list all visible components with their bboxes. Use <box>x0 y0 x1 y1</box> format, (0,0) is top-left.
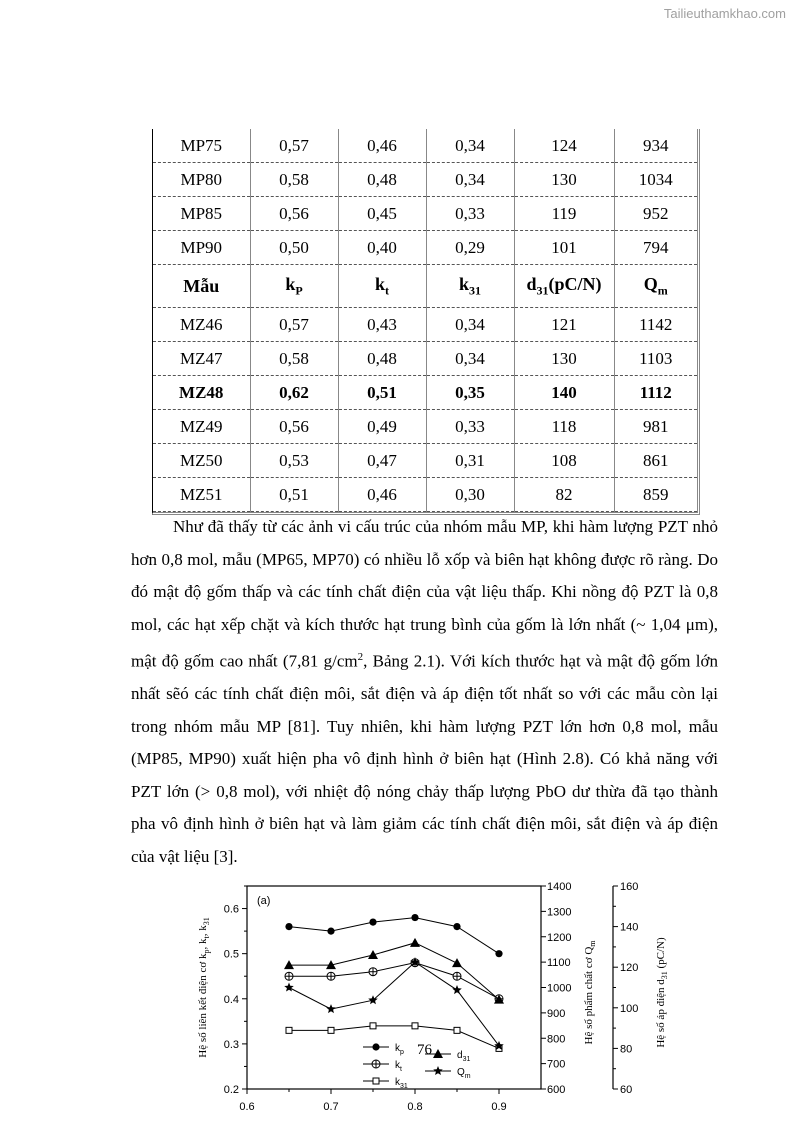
x-tick-label: 0.8 <box>407 1101 423 1113</box>
data-point-kp <box>327 928 334 935</box>
table-cell: 0,34 <box>426 163 514 197</box>
axis-title-part: , k <box>197 925 209 937</box>
data-point-k31 <box>370 1023 376 1029</box>
header-kt: $k_t$ <box>338 265 426 308</box>
right1-tick-label: 1400 <box>547 881 572 893</box>
axis-title-sub: 31 <box>202 917 211 926</box>
table-cell: 0,48 <box>338 342 426 376</box>
legend-label <box>457 1067 471 1080</box>
right2-tick-label: 60 <box>620 1084 633 1096</box>
legend-label <box>395 1077 408 1090</box>
figure-chart <box>190 876 690 1120</box>
table-cell: 0,58 <box>250 342 338 376</box>
table-cell: 124 <box>514 129 614 163</box>
right2-tick-label: 120 <box>620 962 639 975</box>
right1-tick-label: 700 <box>547 1058 566 1071</box>
table-cell: 0,57 <box>250 308 338 342</box>
data-point-Qm <box>326 1004 336 1013</box>
table-cell: MP90 <box>153 231 250 265</box>
table-cell: 0,33 <box>426 197 514 231</box>
axis-title-part: , k <box>197 938 209 950</box>
right1-tick-label: 1300 <box>547 906 572 919</box>
table-cell: 0,35 <box>426 376 514 410</box>
table-cell: 0,49 <box>338 410 426 444</box>
page-number: 76 <box>417 1042 432 1058</box>
left-tick-label: 0.2 <box>223 1084 239 1096</box>
data-point-k31 <box>328 1027 334 1033</box>
axis-title-part: Hệ số liên kết điện cơ k <box>197 953 209 1058</box>
legend-marker <box>433 1066 443 1075</box>
table-cell: MZ50 <box>153 444 250 478</box>
right1-tick-label: 600 <box>547 1084 566 1096</box>
table-row <box>153 478 697 512</box>
table-cell: 0,48 <box>338 163 426 197</box>
legend-label <box>457 1050 470 1063</box>
table-cell: 981 <box>614 410 697 444</box>
data-point-k31 <box>286 1027 292 1033</box>
table-cell: 0,34 <box>426 342 514 376</box>
x-tick-label: 0.7 <box>323 1101 339 1113</box>
table-cell: 130 <box>514 342 614 376</box>
table-cell: 0,51 <box>338 376 426 410</box>
left-tick-label: 0.3 <box>223 1038 239 1051</box>
table-cell: MP75 <box>153 129 250 163</box>
axis-title-sub: t <box>202 936 211 939</box>
x-tick-label: 0.9 <box>491 1101 507 1113</box>
table-cell: 1034 <box>614 163 697 197</box>
table-cell: 0,56 <box>250 197 338 231</box>
legend-sub: m <box>464 1073 471 1080</box>
series-line-Qm <box>289 962 499 1046</box>
table-row <box>153 197 697 231</box>
data-point-d31 <box>284 960 294 969</box>
table-cell: 0,51 <box>250 478 338 512</box>
table-cell: 0,58 <box>250 163 338 197</box>
data-point-d31 <box>410 938 420 947</box>
right1-tick-label: 900 <box>547 1007 566 1020</box>
legend-sub: p <box>400 1049 404 1056</box>
table-cell: 118 <box>514 410 614 444</box>
series-line-k31 <box>289 1026 499 1049</box>
table-row <box>153 444 697 478</box>
table-cell: 0,40 <box>338 231 426 265</box>
table-cell: 861 <box>614 444 697 478</box>
watermark: Tailieuthamkhao.com <box>663 6 786 21</box>
table-cell: 0,33 <box>426 410 514 444</box>
data-point-d31 <box>452 958 462 967</box>
table-cell: MZ51 <box>153 478 250 512</box>
right1-tick-label: 1000 <box>547 982 572 995</box>
legend-sub: t <box>400 1066 402 1073</box>
table-row <box>153 410 697 444</box>
table-cell: 0,30 <box>426 478 514 512</box>
legend-text: k <box>395 1077 400 1088</box>
table-cell: 0,47 <box>338 444 426 478</box>
left-tick-label: 0.6 <box>223 903 239 916</box>
legend-marker <box>373 1078 379 1084</box>
legend-text: d <box>457 1050 463 1061</box>
header-sample: Mẫu <box>153 265 250 308</box>
left-tick-label: 0.4 <box>223 993 239 1006</box>
series-line-kp <box>289 918 499 954</box>
table-cell: 0,29 <box>426 231 514 265</box>
table-cell: 0,62 <box>250 376 338 410</box>
table-cell: 0,43 <box>338 308 426 342</box>
right2-tick-label: 100 <box>620 1002 639 1015</box>
table-cell: 0,50 <box>250 231 338 265</box>
table-row <box>153 342 697 376</box>
table-cell: 0,45 <box>338 197 426 231</box>
table-cell: MZ48 <box>153 376 250 410</box>
table-row <box>153 376 697 410</box>
right2-tick-label: 140 <box>620 921 639 934</box>
header-d31: $d_{31}(pC/N)$ <box>514 265 614 308</box>
axis-title-sub: m <box>588 940 597 947</box>
header-k31: $k_{31}$ <box>426 265 514 308</box>
table-cell: 0,56 <box>250 410 338 444</box>
legend-label <box>395 1043 404 1056</box>
table-row <box>153 129 697 163</box>
table-cell: MZ47 <box>153 342 250 376</box>
table-cell: 101 <box>514 231 614 265</box>
table-cell: 82 <box>514 478 614 512</box>
right2-tick-label: 160 <box>620 881 639 893</box>
right2-tick-label: 80 <box>620 1043 633 1056</box>
data-point-kp <box>411 914 418 921</box>
table-cell: 0,46 <box>338 478 426 512</box>
header-qm: $Q_m$ <box>614 265 697 308</box>
data-point-Qm <box>284 983 294 992</box>
table-row <box>153 308 697 342</box>
legend-text: k <box>395 1060 400 1071</box>
table-cell: 794 <box>614 231 697 265</box>
legend-marker <box>372 1043 379 1050</box>
right1-axis-title <box>583 940 597 1045</box>
table-cell: 0,46 <box>338 129 426 163</box>
table-cell: MP80 <box>153 163 250 197</box>
table-cell: 934 <box>614 129 697 163</box>
results-table <box>152 129 700 515</box>
table-cell: 859 <box>614 478 697 512</box>
table-row <box>153 163 697 197</box>
table-cell: MP85 <box>153 197 250 231</box>
right1-tick-label: 800 <box>547 1033 566 1046</box>
header-kp: $k_P$ <box>250 265 338 308</box>
table-cell: 119 <box>514 197 614 231</box>
body-paragraph: Như đã thấy từ các ảnh vi cấu trúc của nhóm mẫu MP, khi hàm lượng PZT nhỏ hơn 0,8 mol, mẫu (MP65, MP70) có nhiều lỗ xốp và biên hạt không được rõ ràng. Do đó mật độ gốm thấp và các tính chất điện của vật liệu thấp. Khi nồng độ PZT là 0,8 mol, các hạt xếp chặt và kích thước hạt trung bình của gốm là lớn nhất (~ 1,04 μm), mật độ gốm cao nhất (7,81 $g/cm^2$, Bảng 2.1). Với kích thước hạt và mật độ gốm lớn nhất sẽó các tính chất điện môi, sắt điện và áp điện tốt nhất so với các mẫu còn lại trong nhóm mẫu MP [81]. Tuy nhiên, khi hàm lượng PZT lớn hơn 0,8 mol, mẫu (MP85, MP90) xuất hiện pha vô định hình ở biên hạt (Hình 2.8). Có khả năng với PZT lớn (> 0,8 mol), với nhiệt độ nóng chảy thấp lượng PbO dư thừa đã tạo thành pha vô định hình ở biên hạt và làm giảm các tính chất điện môi, sắt điện và áp điện của vật liệu [3]. <box>131 517 718 866</box>
data-point-k31 <box>412 1023 418 1029</box>
data-point-kp <box>369 918 376 925</box>
right1-tick-label: 1200 <box>547 931 572 944</box>
axis-title-part: (pC/N) <box>655 937 667 972</box>
data-point-kp <box>285 923 292 930</box>
right1-tick-label: 1100 <box>547 957 571 970</box>
table-cell: 140 <box>514 376 614 410</box>
table-cell: 121 <box>514 308 614 342</box>
data-point-Qm <box>452 985 462 994</box>
legend-sub: 31 <box>400 1083 408 1090</box>
left-axis-title <box>197 917 211 1057</box>
table-cell: 1142 <box>614 308 697 342</box>
series-line-d31 <box>289 943 499 1000</box>
axis-title-part: Hệ số áp điện d <box>655 979 667 1048</box>
legend-label <box>395 1060 402 1073</box>
table-cell: 0,57 <box>250 129 338 163</box>
axis-title-part: Hệ số phẩm chất cơ Q <box>583 946 595 1045</box>
table-cell: 0,34 <box>426 308 514 342</box>
table-cell: 0,31 <box>426 444 514 478</box>
table-cell: MZ49 <box>153 410 250 444</box>
left-tick-label: 0.5 <box>223 948 239 961</box>
data-point-kp <box>495 950 502 957</box>
data-point-k31 <box>454 1027 460 1033</box>
table-cell: 0,53 <box>250 444 338 478</box>
table-cell: 952 <box>614 197 697 231</box>
table-cell: 1103 <box>614 342 697 376</box>
axis-title-sub: p <box>202 949 211 954</box>
table-cell: MZ46 <box>153 308 250 342</box>
data-point-kp <box>453 923 460 930</box>
legend-text: k <box>395 1043 400 1054</box>
axis-title-sub: 31 <box>660 971 669 980</box>
panel-label: (a) <box>257 895 271 907</box>
legend-sub: 31 <box>462 1056 471 1063</box>
table-header-row <box>153 265 697 308</box>
right2-axis-title <box>655 937 669 1048</box>
table-cell: 108 <box>514 444 614 478</box>
table-cell: 130 <box>514 163 614 197</box>
x-tick-label: 0.6 <box>239 1101 255 1113</box>
table-cell: 1112 <box>614 376 697 410</box>
table-row <box>153 231 697 265</box>
legend-text: Q <box>457 1067 465 1078</box>
table-cell: 0,34 <box>426 129 514 163</box>
